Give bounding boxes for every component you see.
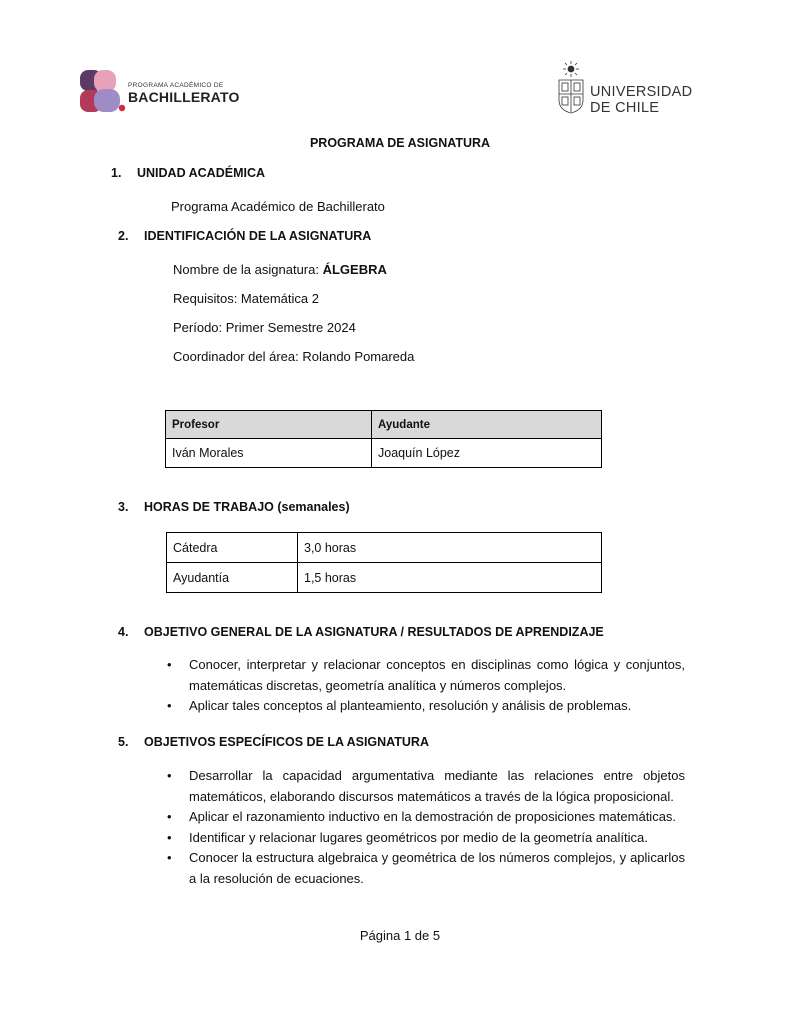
section-1-heading (111, 166, 265, 180)
document-title: PROGRAMA DE ASIGNATURA (309, 136, 491, 150)
general-objectives-list (165, 655, 685, 717)
list-item: • Aplicar tales conceptos al planteamiento, resolución y análisis de problemas. (165, 696, 685, 717)
logo-small-text: PROGRAMA ACADÉMICO DE (128, 82, 224, 89)
specific-objectives-list (165, 766, 685, 889)
section-5-heading (118, 735, 429, 749)
section-number: 2. (118, 229, 129, 243)
list-item: • Desarrollar la capacidad argumentativa mediante las relaciones entre objetos matemáticos, elaborando discursos matemáticos a través de la lógica proposicional. (165, 766, 685, 807)
table-row (167, 563, 602, 593)
course-name-value: ÁLGEBRA (322, 262, 387, 277)
course-name-label: Nombre de la asignatura: (173, 262, 323, 277)
table-header-row (166, 411, 602, 439)
list-item: • Identificar y relacionar lugares geométricos por medio de la geometría analítica. (165, 828, 685, 849)
course-name-line (173, 262, 387, 277)
section-number: 3. (118, 500, 129, 514)
table-cell: Cátedra (167, 533, 298, 563)
bachillerato-mark-icon (80, 70, 126, 112)
table-cell: 1,5 horas (298, 563, 602, 593)
section-4-heading (118, 625, 604, 639)
universidad-de-chile-logo (556, 60, 696, 116)
university-name-line2: DE CHILE (590, 100, 660, 116)
table-cell: Joaquín López (372, 439, 602, 468)
periodo-line: Período: Primer Semestre 2024 (173, 320, 356, 335)
section-number: 1. (111, 166, 122, 180)
list-item: • Conocer la estructura algebraica y geométrica de los números complejos, y aplicarlos a la resolución de ecuaciones. (165, 848, 685, 889)
section-2-heading (118, 229, 371, 243)
university-name-line1: UNIVERSIDAD (590, 84, 693, 100)
academic-unit-text: Programa Académico de Bachillerato (171, 199, 385, 214)
coordinador-line: Coordinador del área: Rolando Pomareda (173, 349, 415, 364)
section-title: IDENTIFICACIÓN DE LA ASIGNATURA (144, 229, 372, 243)
section-title: UNIDAD ACADÉMICA (137, 166, 266, 180)
list-item: • Aplicar el razonamiento inductivo en la demostración de proposiciones matemáticas. (165, 807, 685, 828)
requisitos-line: Requisitos: Matemática 2 (173, 291, 319, 306)
logo-big-text: BACHILLERATO (128, 89, 240, 105)
page-number: Página 1 de 5 (359, 928, 441, 943)
table-row (167, 533, 602, 563)
table-header-cell: Profesor (166, 411, 372, 439)
section-title: OBJETIVOS ESPECÍFICOS DE LA ASIGNATURA (144, 735, 429, 749)
table-cell: Iván Morales (166, 439, 372, 468)
table-cell: Ayudantía (167, 563, 298, 593)
table-header-cell: Ayudante (372, 411, 602, 439)
bachillerato-logo (80, 70, 250, 114)
section-title: HORAS DE TRABAJO (semanales) (144, 500, 350, 514)
list-item: • Conocer, interpretar y relacionar conceptos en disciplinas como lógica y conjuntos, matemáticas discretas, geometría analítica y números complejos. (165, 655, 685, 696)
section-title: OBJETIVO GENERAL DE LA ASIGNATURA / RESULTADOS DE APRENDIZAJE (144, 625, 604, 639)
hours-table (166, 532, 602, 593)
section-3-heading (118, 500, 350, 514)
table-row (166, 439, 602, 468)
section-number: 5. (118, 735, 129, 749)
table-cell: 3,0 horas (298, 533, 602, 563)
section-number: 4. (118, 625, 129, 639)
university-seal-icon (556, 60, 586, 114)
staff-table (165, 410, 602, 468)
